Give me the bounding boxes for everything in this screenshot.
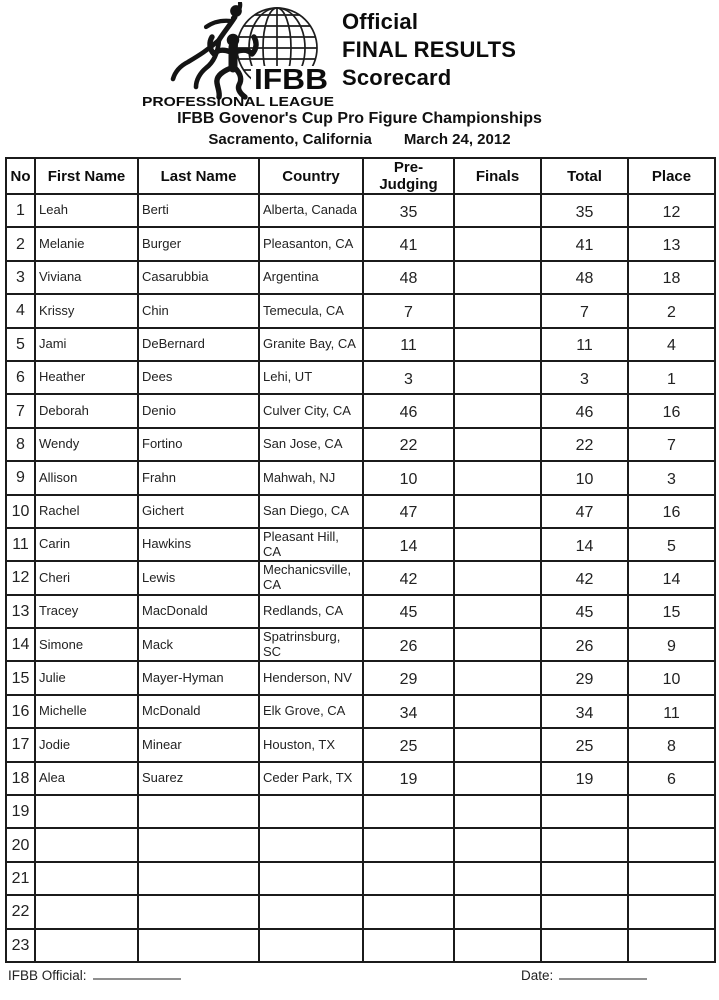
cell-no: 3 [6,261,35,294]
cell-no: 12 [6,561,35,594]
cell-total [541,929,628,962]
cell-pre-judging [363,895,454,928]
cell-place: 9 [628,628,715,661]
cell-total [541,795,628,828]
cell-pre-judging: 47 [363,495,454,528]
table-row [6,828,715,861]
table-row [6,561,715,594]
cell-country [259,929,363,962]
cell-place: 3 [628,461,715,494]
cell-country [259,828,363,861]
cell-last-name: DeBernard [138,328,259,361]
cell-finals [454,394,541,427]
official-label: Official [342,9,419,34]
cell-country: Argentina [259,261,363,294]
cell-first-name: Tracey [35,595,138,628]
cell-place: 4 [628,328,715,361]
cell-last-name [138,795,259,828]
cell-first-name: Leah [35,194,138,227]
cell-total: 45 [541,595,628,628]
cell-place [628,862,715,895]
cell-no: 6 [6,361,35,394]
cell-no: 17 [6,728,35,761]
table-row [6,261,715,294]
cell-no: 14 [6,628,35,661]
cell-place: 6 [628,762,715,795]
table-row [6,595,715,628]
cell-pre-judging: 14 [363,528,454,561]
cell-last-name: Dees [138,361,259,394]
footer-date [521,966,647,983]
cell-country: Mechanicsville, CA [259,561,363,594]
cell-pre-judging: 41 [363,227,454,260]
date-label: Date: [521,968,554,983]
cell-finals [454,328,541,361]
table-row [6,728,715,761]
cell-first-name [35,895,138,928]
professional-league-text: PROFESSIONAL LEAGUE [142,94,335,108]
cell-total: 35 [541,194,628,227]
cell-no: 21 [6,862,35,895]
cell-total: 41 [541,227,628,260]
cell-finals [454,495,541,528]
cell-no: 1 [6,194,35,227]
cell-country: Pleasant Hill, CA [259,528,363,561]
cell-place: 2 [628,294,715,327]
event-subtitle [0,131,719,148]
cell-pre-judging: 11 [363,328,454,361]
cell-pre-judging [363,862,454,895]
cell-finals [454,428,541,461]
cell-country: Pleasanton, CA [259,227,363,260]
header-row [6,158,715,194]
cell-finals [454,695,541,728]
cell-last-name: Lewis [138,561,259,594]
cell-country [259,895,363,928]
ifbb-official-label: IFBB Official: [8,968,87,983]
cell-no: 9 [6,461,35,494]
cell-finals [454,728,541,761]
cell-total: 19 [541,762,628,795]
cell-place [628,795,715,828]
table-row [6,495,715,528]
cell-last-name: Casarubbia [138,261,259,294]
table-row [6,328,715,361]
cell-country: Spatrinsburg, SC [259,628,363,661]
cell-no: 13 [6,595,35,628]
table-row [6,528,715,561]
cell-last-name: Mack [138,628,259,661]
cell-pre-judging: 34 [363,695,454,728]
cell-last-name: MacDonald [138,595,259,628]
cell-last-name: Suarez [138,762,259,795]
table-row [6,895,715,928]
cell-total [541,828,628,861]
cell-country: Houston, TX [259,728,363,761]
column-header-total: Total [541,158,628,194]
cell-first-name: Krissy [35,294,138,327]
table-row [6,194,715,227]
cell-first-name: Julie [35,661,138,694]
cell-country: Mahwah, NJ [259,461,363,494]
cell-country: Ceder Park, TX [259,762,363,795]
cell-country: Culver City, CA [259,394,363,427]
cell-pre-judging [363,795,454,828]
event-location: Sacramento, California [208,131,372,148]
cell-no: 19 [6,795,35,828]
cell-finals [454,628,541,661]
cell-total: 47 [541,495,628,528]
cell-total: 42 [541,561,628,594]
cell-no: 18 [6,762,35,795]
cell-finals [454,461,541,494]
cell-no: 2 [6,227,35,260]
cell-first-name: Simone [35,628,138,661]
cell-total: 25 [541,728,628,761]
cell-total: 48 [541,261,628,294]
column-header-finals: Finals [454,158,541,194]
cell-finals [454,595,541,628]
cell-last-name [138,828,259,861]
cell-no: 20 [6,828,35,861]
cell-total: 10 [541,461,628,494]
cell-place [628,828,715,861]
cell-pre-judging: 22 [363,428,454,461]
cell-pre-judging: 3 [363,361,454,394]
cell-total: 14 [541,528,628,561]
cell-pre-judging: 26 [363,628,454,661]
cell-first-name: Carin [35,528,138,561]
column-header-place: Place [628,158,715,194]
cell-place [628,895,715,928]
cell-pre-judging: 42 [363,561,454,594]
cell-first-name: Heather [35,361,138,394]
cell-country: Granite Bay, CA [259,328,363,361]
final-results-label: FINAL RESULTS [342,37,517,62]
cell-no: 4 [6,294,35,327]
cell-last-name: Minear [138,728,259,761]
cell-country: Henderson, NV [259,661,363,694]
table-row [6,929,715,962]
cell-finals [454,528,541,561]
cell-country: San Diego, CA [259,495,363,528]
cell-pre-judging: 10 [363,461,454,494]
table-row [6,227,715,260]
cell-last-name: McDonald [138,695,259,728]
cell-place: 12 [628,194,715,227]
cell-first-name: Melanie [35,227,138,260]
cell-total: 7 [541,294,628,327]
column-header-last-name: Last Name [138,158,259,194]
cell-country: Alberta, Canada [259,194,363,227]
cell-total: 22 [541,428,628,461]
cell-country: San Jose, CA [259,428,363,461]
cell-first-name [35,862,138,895]
table-row [6,361,715,394]
cell-first-name [35,929,138,962]
cell-no: 22 [6,895,35,928]
cell-last-name [138,929,259,962]
cell-country: Lehi, UT [259,361,363,394]
cell-place: 11 [628,695,715,728]
cell-no: 10 [6,495,35,528]
cell-place: 16 [628,394,715,427]
cell-place: 5 [628,528,715,561]
cell-last-name: Hawkins [138,528,259,561]
column-header-country: Country [259,158,363,194]
column-header-no: No [6,158,35,194]
event-title: IFBB Govenor's Cup Pro Figure Championships [177,110,542,127]
cell-pre-judging: 46 [363,394,454,427]
table-row [6,762,715,795]
cell-finals [454,828,541,861]
cell-finals [454,862,541,895]
cell-finals [454,294,541,327]
cell-no: 5 [6,328,35,361]
cell-total: 26 [541,628,628,661]
cell-pre-judging: 48 [363,261,454,294]
table-row [6,795,715,828]
footer-official [8,966,181,983]
cell-finals [454,895,541,928]
date-signature-line [559,966,647,980]
cell-pre-judging: 7 [363,294,454,327]
cell-last-name: Mayer-Hyman [138,661,259,694]
cell-place: 7 [628,428,715,461]
cell-place [628,929,715,962]
cell-total [541,862,628,895]
cell-total: 46 [541,394,628,427]
cell-finals [454,194,541,227]
table-row [6,862,715,895]
cell-pre-judging: 29 [363,661,454,694]
results-table [5,157,716,963]
cell-last-name: Burger [138,227,259,260]
cell-total: 29 [541,661,628,694]
cell-place: 10 [628,661,715,694]
cell-no: 7 [6,394,35,427]
cell-last-name [138,862,259,895]
cell-place: 1 [628,361,715,394]
cell-first-name: Alea [35,762,138,795]
table-row [6,695,715,728]
results-table-body [6,194,715,962]
cell-finals [454,261,541,294]
cell-last-name: Gichert [138,495,259,528]
cell-first-name: Viviana [35,261,138,294]
cell-pre-judging [363,929,454,962]
cell-place: 16 [628,495,715,528]
column-header-pre-judging: Pre-Judging [363,158,454,194]
results-table-header [6,158,715,194]
cell-first-name: Rachel [35,495,138,528]
cell-pre-judging [363,828,454,861]
table-row [6,661,715,694]
cell-no: 16 [6,695,35,728]
cell-total: 34 [541,695,628,728]
cell-country [259,862,363,895]
column-header-first-name: First Name [35,158,138,194]
cell-place: 18 [628,261,715,294]
cell-first-name: Allison [35,461,138,494]
table-row [6,461,715,494]
cell-first-name: Jami [35,328,138,361]
cell-finals [454,661,541,694]
cell-country: Temecula, CA [259,294,363,327]
ifbb-logo [130,2,342,108]
cell-total: 3 [541,361,628,394]
table-row [6,428,715,461]
cell-first-name [35,828,138,861]
cell-pre-judging: 35 [363,194,454,227]
cell-last-name: Frahn [138,461,259,494]
ifbb-logo-text: IFBB [254,64,328,96]
table-row [6,628,715,661]
cell-finals [454,227,541,260]
cell-total [541,895,628,928]
cell-first-name: Cheri [35,561,138,594]
cell-country: Redlands, CA [259,595,363,628]
cell-last-name: Berti [138,194,259,227]
cell-total: 11 [541,328,628,361]
cell-pre-judging: 45 [363,595,454,628]
scorecard-label: Scorecard [342,65,452,90]
cell-place: 15 [628,595,715,628]
cell-country: Elk Grove, CA [259,695,363,728]
cell-pre-judging: 19 [363,762,454,795]
cell-last-name: Fortino [138,428,259,461]
cell-last-name [138,895,259,928]
cell-finals [454,795,541,828]
cell-place: 8 [628,728,715,761]
event-date: March 24, 2012 [403,131,511,148]
cell-finals [454,361,541,394]
cell-last-name: Denio [138,394,259,427]
cell-no: 23 [6,929,35,962]
cell-first-name: Michelle [35,695,138,728]
cell-first-name [35,795,138,828]
cell-finals [454,561,541,594]
cell-pre-judging: 25 [363,728,454,761]
cell-no: 8 [6,428,35,461]
table-row [6,294,715,327]
table-row [6,394,715,427]
cell-last-name: Chin [138,294,259,327]
cell-no: 15 [6,661,35,694]
cell-place: 13 [628,227,715,260]
cell-first-name: Wendy [35,428,138,461]
cell-country [259,795,363,828]
official-signature-line [93,966,181,980]
cell-finals [454,929,541,962]
cell-first-name: Deborah [35,394,138,427]
cell-place: 14 [628,561,715,594]
cell-finals [454,762,541,795]
cell-no: 11 [6,528,35,561]
cell-first-name: Jodie [35,728,138,761]
